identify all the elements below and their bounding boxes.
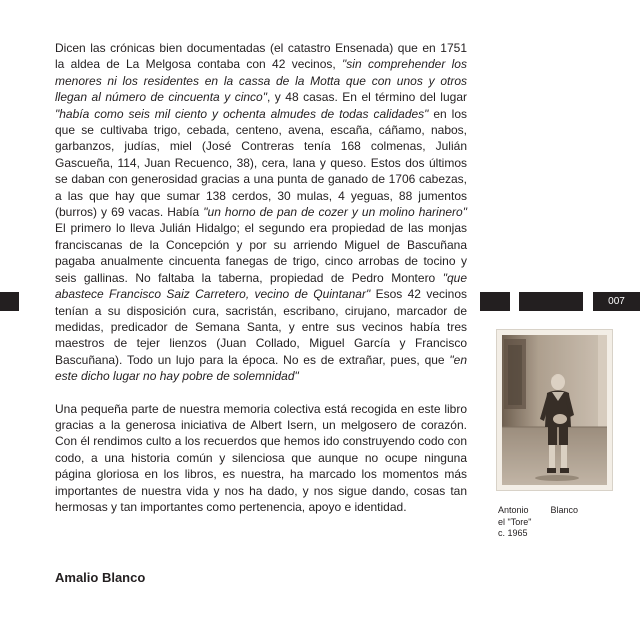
right-marker-bar-1: [480, 292, 510, 311]
text-run: El primero lo lleva Julián Hidalgo; el segundo era propiedad de las monjas franciscanas de la Concepción y por su arriendo Miguel de Bascuñana pagaba anualmente cincuenta fanegas de trigo, cinco arrobas de tocino y seis gallinas. No faltaba la taberna, propiedad de Pedro Montero: [55, 221, 467, 285]
photo-caption: [498, 505, 578, 540]
quoted-text: "un horno de pan de cozer y un molino harinero": [203, 205, 467, 220]
caption-date: c. 1965: [498, 528, 528, 538]
text-run: Esos 42 vecinos tenían a su disposición cura, sacristán, escribano, cirujano, marcador de medidas, predicador de Semana Santa, y entre sus vecinos había tres maestros de tejer lienzos (Juan Collado, Miguel García y Francisco Bascuñana). Todo un lujo para la época. No es de extrañar, pues, que: [55, 287, 468, 367]
text-run: Dicen las crónicas bien documentadas (el catastro Ensenada) que en 1751 la aldea de La Melgosa contaba con 42 vecinos,: [55, 41, 467, 72]
page-number: 007: [608, 296, 625, 307]
quoted-text: "que abastece Francisco Saiz Carretero, vecino de Quintanar": [55, 270, 467, 302]
text-run: en los que se cultivaba trigo, cebada, centeno, avena, escaña, cáñamo, nabos, garbanzos, judías, miel (José Contreras tenía 168 colmenas, Julián Gascueña, 114, Juan Recuenco, 38), cera, lana y queso. Estos dos últimos se daban con generosidad gracias a una punta de ganado de 1706 cabezas, a las que hay que sumar 138 cerdos, 30 mulas, 4 yeguas, 88 jumentos (burros) y 69 vacas. Había: [55, 106, 468, 220]
paragraph-history: [55, 40, 467, 385]
right-marker-bar-2: [519, 292, 583, 311]
paragraph-memory: [55, 401, 467, 516]
caption-nickname: el "Tore": [498, 516, 532, 527]
body-text: [55, 40, 467, 515]
quoted-text: "había como seis mil ciento y ochenta almudes de todas calidades": [55, 106, 429, 121]
text-run: , y 48 casas. En el término del lugar: [266, 90, 467, 105]
quoted-text: "sin comprehender los menores ni los residentes en la cassa de la Motta que con unos y otros llegan al número de cincuenta y cinco": [55, 57, 467, 105]
quoted-text: "en este dicho lugar no hay pobre de solemnidad": [55, 352, 467, 384]
photo-antonio-blanco: [497, 330, 612, 490]
text-run: Una pequeña parte de nuestra memoria colectiva está recogida en este libro gracias a la generosa iniciativa de Albert Isern, un melgosero de corazón. Con él rendimos culto a los recuerdos que hemos ido construyendo codo con codo, a una historia común y silenciosa que aunque no ocupe ninguna página gloriosa en los libros, es nuestra, ha marcado los momentos más importantes de nuestra vida y nos ha dado, y nos sigue dando, cosas tan hermosas y tan importantes como pertenencia, apoyo e identidad.: [55, 401, 467, 514]
left-marker-bar: [0, 292, 19, 311]
author-signature: Amalio Blanco: [55, 570, 146, 585]
photo-image: [502, 335, 607, 485]
caption-name: Antonio Blanco: [498, 505, 578, 515]
